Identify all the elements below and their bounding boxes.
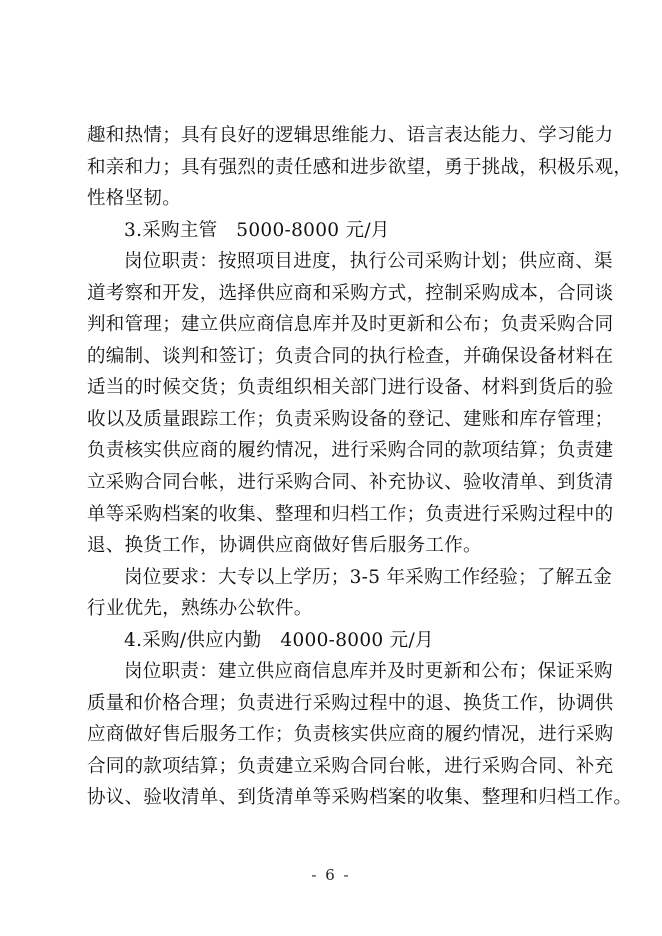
text-line: 负责核实供应商的履约情况，进行采购合同的款项结算；负责建: [87, 440, 614, 462]
section-3-requirements: [87, 562, 613, 625]
text-line: 和亲和力；具有强烈的责任感和进步欲望，勇于挑战，积极乐观，: [87, 156, 633, 178]
text-line: 趣和热情；具有良好的逻辑思维能力、语言表达能力、学习能力: [87, 125, 614, 146]
document-body: [87, 120, 633, 814]
section-4-duties: [87, 656, 633, 814]
text-line: 判和管理；建立供应商信息库并及时更新和公布；负责采购合同: [87, 314, 614, 336]
text-line: 应商做好售后服务工作；负责核实供应商的履约情况，进行采购: [87, 724, 614, 746]
text-line: 岗位职责：建立供应商信息库并及时更新和公布；保证采购: [124, 661, 613, 683]
text-line: 行业优先，熟练办公软件。: [87, 598, 313, 620]
text-line: 协议、验收清单、到货清单等采购档案的收集、整理和归档工作。: [87, 787, 633, 809]
text-line: 单等采购档案的收集、整理和归档工作；负责进行采购过程中的: [87, 503, 614, 525]
text-line: 的编制、谈判和签订；负责合同的执行检查，并确保设备材料在: [87, 345, 614, 367]
text-line: 性格坚韧。: [87, 188, 182, 210]
text-line: 岗位要求：大专以上学历；3-5 年采购工作经验；了解五金: [124, 566, 613, 588]
text-line: 质量和价格合理；负责进行采购过程中的退、换货工作，协调供: [87, 692, 614, 714]
text-line: 立采购合同台帐，进行采购合同、补充协议、验收清单、到货清: [87, 472, 614, 494]
page-number: - 6 -: [311, 866, 351, 884]
text-line: 退、换货工作，协调供应商做好售后服务工作。: [87, 535, 482, 557]
section-3-heading: 3.采购主管 5000-8000 元/月: [124, 219, 390, 241]
section-3-duties: [87, 246, 614, 561]
text-line: 道考察和开发，选择供应商和采购方式，控制采购成本，合同谈: [87, 282, 614, 304]
text-line: 岗位职责：按照项目进度，执行公司采购计划；供应商、渠: [124, 251, 613, 273]
text-line: 适当的时候交货；负责组织相关部门进行设备、材料到货后的验: [87, 377, 614, 399]
intro-paragraph: [87, 120, 633, 215]
text-line: 合同的款项结算；负责建立采购合同台帐，进行采购合同、补充: [87, 755, 614, 777]
section-4-heading: 4.采购/供应内勤 4000-8000 元/月: [124, 629, 434, 651]
text-line: 收以及质量跟踪工作；负责采购设备的登记、建账和库存管理；: [87, 408, 614, 430]
